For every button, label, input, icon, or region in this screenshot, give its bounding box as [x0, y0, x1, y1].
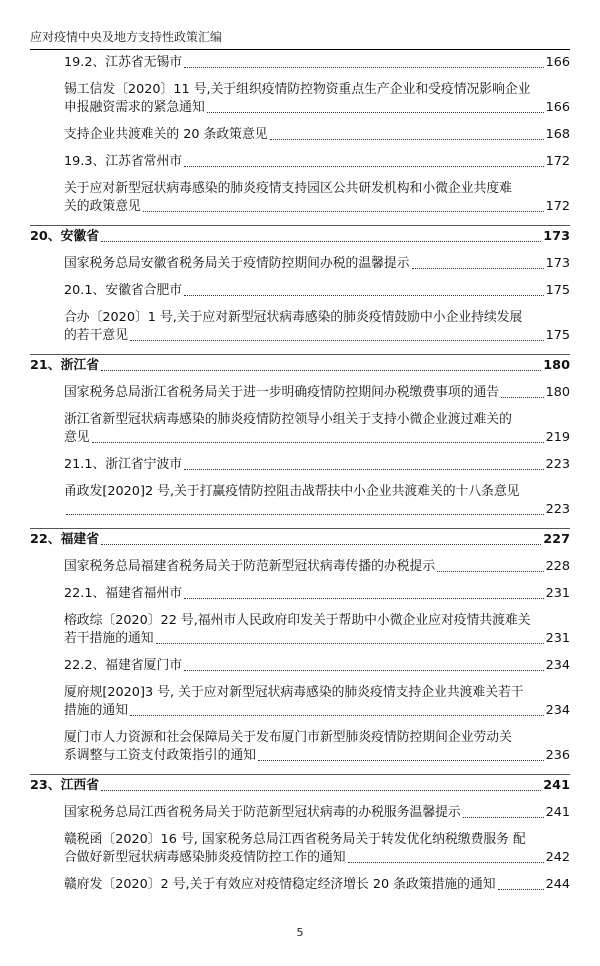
dot-leader	[501, 397, 543, 398]
toc-entry-title-line: 厦门市人力资源和社会保障局关于发布厦门市新型肺炎疫情防控期间企业劳动关	[64, 730, 512, 745]
toc-section[interactable]	[30, 777, 570, 795]
toc-section[interactable]	[30, 228, 570, 246]
toc-page-number: 241	[545, 805, 570, 820]
dot-leader	[463, 817, 544, 818]
page-number: 5	[296, 926, 304, 939]
dot-leader	[437, 571, 543, 572]
toc-section-title: 20、安徽省	[30, 229, 99, 244]
toc-page-number: 166	[545, 100, 570, 115]
toc-entry-title-line: 厦府规[2020]3 号, 关于应对新型冠状病毒感染的肺炎疫情支持企业共渡难关若干	[64, 685, 524, 700]
toc-page-number: 241	[543, 778, 570, 793]
toc-entry-title-line: 浙江省新型冠状病毒感染的肺炎疫情防控领导小组关于支持小微企业渡过难关的	[64, 412, 512, 427]
toc-page-number: 219	[545, 430, 570, 445]
toc-entry-title-line: 合做好新型冠状病毒感染肺炎疫情防控工作的通知	[64, 850, 346, 865]
toc-page-number: 236	[545, 748, 570, 763]
toc-entry-title-line: 的若干意见	[64, 328, 128, 343]
dot-leader	[130, 715, 544, 716]
toc-entry[interactable]	[64, 180, 570, 216]
toc-entry[interactable]	[64, 831, 570, 867]
toc-entry[interactable]	[64, 483, 570, 519]
toc-page-number: 228	[545, 559, 570, 574]
toc-entry[interactable]	[64, 456, 570, 474]
toc-entry-title: 21.1、浙江省宁波市	[64, 457, 183, 472]
toc-entry-title: 国家税务总局安徽省税务局关于疫情防控期间办税的温馨提示	[64, 256, 410, 271]
toc-entry[interactable]	[64, 126, 570, 144]
toc-entry-title: 国家税务总局福建省税务局关于防范新型冠状病毒传播的办税提示	[64, 559, 436, 574]
toc-entry[interactable]	[64, 684, 570, 720]
toc-entry[interactable]	[64, 255, 570, 273]
section-divider	[30, 774, 570, 775]
toc-entry-title-line: 系调整与工资支付政策指引的通知	[64, 748, 256, 763]
dot-leader	[184, 469, 543, 470]
toc-entry-title: 19.2、江苏省无锡市	[64, 55, 183, 70]
toc-entry[interactable]	[64, 54, 570, 72]
toc-entry[interactable]	[64, 729, 570, 765]
toc-entry-title: 赣府发〔2020〕2 号,关于有效应对疫情稳定经济增长 20 条政策措施的通知	[64, 877, 496, 892]
toc-page-number: 231	[545, 631, 570, 646]
toc-section-title: 22、福建省	[30, 532, 99, 547]
toc-entry[interactable]	[64, 558, 570, 576]
toc-page-number: 173	[545, 256, 570, 271]
toc-entry[interactable]	[64, 384, 570, 402]
running-header: 应对疫情中央及地方支持性政策汇编	[30, 28, 570, 50]
dot-leader	[184, 670, 543, 671]
toc-entry-title: 22.2、福建省厦门市	[64, 658, 183, 673]
dot-leader	[66, 514, 544, 515]
dot-leader	[143, 211, 544, 212]
dot-leader	[348, 862, 544, 863]
toc-page-number: 234	[545, 658, 570, 673]
section-divider	[30, 528, 570, 529]
toc-entry-title-line: 措施的通知	[64, 703, 128, 718]
dot-leader	[184, 166, 543, 167]
dot-leader	[207, 112, 544, 113]
toc-page-number: 175	[545, 283, 570, 298]
dot-leader	[258, 760, 544, 761]
toc-entry[interactable]	[64, 876, 570, 894]
toc-section-title: 21、浙江省	[30, 358, 99, 373]
toc-entry[interactable]	[64, 411, 570, 447]
toc-entry-title-line: 锡工信发〔2020〕11 号,关于组织疫情防控物资重点生产企业和受疫情况影响企业	[64, 82, 531, 97]
toc-entry-title-line: 若干措施的通知	[64, 631, 154, 646]
toc-section-title: 23、江西省	[30, 778, 99, 793]
toc-page-number: 231	[545, 586, 570, 601]
toc-entry-title: 20.1、安徽省合肥市	[64, 283, 183, 298]
toc-entry-title: 19.3、江苏省常州市	[64, 154, 183, 169]
toc-page-number: 172	[545, 154, 570, 169]
toc-page-number: 223	[545, 457, 570, 472]
toc-page-number: 175	[545, 328, 570, 343]
toc-entry-title: 支持企业共渡难关的 20 条政策意见	[64, 127, 268, 142]
dot-leader	[92, 442, 544, 443]
dot-leader	[101, 241, 541, 242]
toc-page-number: 234	[545, 703, 570, 718]
section-divider	[30, 354, 570, 355]
dot-leader	[156, 643, 544, 644]
toc-entry[interactable]	[64, 282, 570, 300]
toc-entry-title: 国家税务总局江西省税务局关于防范新型冠状病毒的办税服务温馨提示	[64, 805, 461, 820]
toc-page-number: 180	[545, 385, 570, 400]
toc-entry-title-line: 合办〔2020〕1 号,关于应对新型冠状病毒感染的肺炎疫情鼓励中小企业持续发展	[64, 310, 523, 325]
toc-page-number: 172	[545, 199, 570, 214]
dot-leader	[498, 889, 544, 890]
toc-page-number: 223	[545, 502, 570, 517]
toc-entry[interactable]	[64, 804, 570, 822]
toc-entry-title-line: 榕政综〔2020〕22 号,福州市人民政府印发关于帮助中小微企业应对疫情共渡难关	[64, 613, 531, 628]
toc-page-number: 173	[543, 229, 570, 244]
dot-leader	[184, 295, 543, 296]
dot-leader	[412, 268, 544, 269]
toc-entry[interactable]	[64, 585, 570, 603]
toc-entry[interactable]	[64, 81, 570, 117]
dot-leader	[101, 544, 541, 545]
toc-page-number: 244	[545, 877, 570, 892]
toc-entry-title: 国家税务总局浙江省税务局关于进一步明确疫情防控期间办税缴费事项的通告	[64, 385, 500, 400]
toc-page-number: 242	[545, 850, 570, 865]
dot-leader	[184, 598, 543, 599]
toc-entry-title-line: 意见	[64, 430, 90, 445]
toc-entry[interactable]	[64, 309, 570, 345]
dot-leader	[270, 139, 544, 140]
toc-page-number: 227	[543, 532, 570, 547]
section-divider	[30, 225, 570, 226]
toc-entry[interactable]	[64, 612, 570, 648]
toc-page-number: 180	[543, 358, 570, 373]
toc-entry-title-line: 甬政发[2020]2 号,关于打赢疫情防控阻击战帮扶中小企业共渡难关的十八条意见	[64, 484, 520, 499]
toc-entry[interactable]	[64, 153, 570, 171]
dot-leader	[101, 790, 541, 791]
toc-page-number: 166	[545, 55, 570, 70]
toc-entry-title: 22.1、福建省福州市	[64, 586, 183, 601]
dot-leader	[130, 340, 544, 341]
dot-leader	[101, 370, 541, 371]
dot-leader	[184, 67, 543, 68]
toc-entry-title-line: 赣税函〔2020〕16 号, 国家税务总局江西省税务局关于转发优化纳税缴费服务 配	[64, 832, 526, 847]
toc-page-number: 168	[545, 127, 570, 142]
toc-entry-title-line: 申报融资需求的紧急通知	[64, 100, 205, 115]
toc-entry[interactable]	[64, 657, 570, 675]
toc-entry-title-line: 关的政策意见	[64, 199, 141, 214]
toc-entry-title-line: 关于应对新型冠状病毒感染的肺炎疫情支持园区公共研发机构和小微企业共度难	[64, 181, 512, 196]
toc-section[interactable]	[30, 357, 570, 375]
toc-section[interactable]	[30, 531, 570, 549]
